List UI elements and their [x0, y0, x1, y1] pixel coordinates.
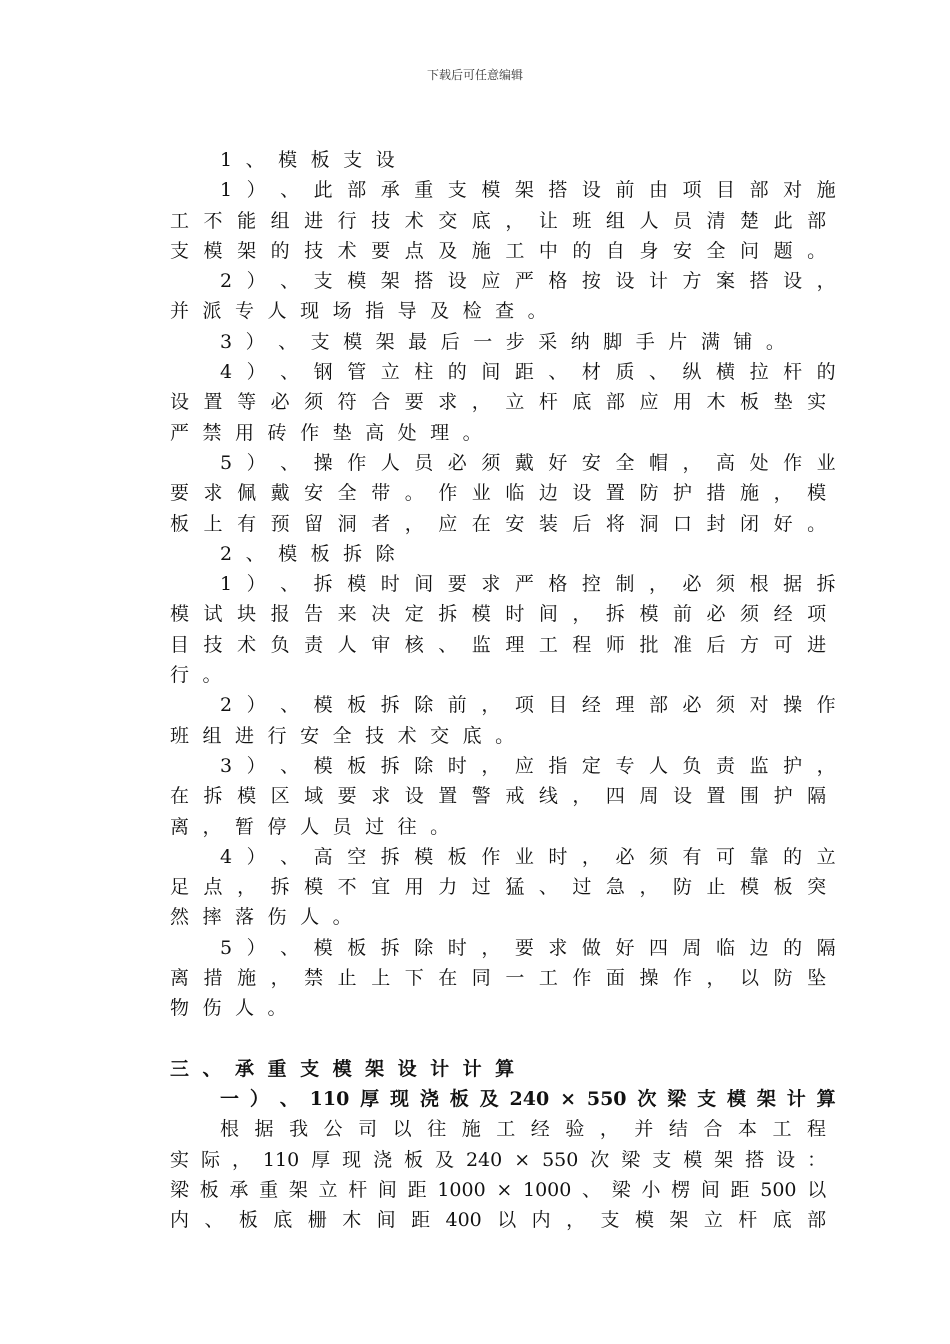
text-line	[170, 387, 826, 417]
line-text: 5 ） 、 操 作 人 员 必 须 戴 好 安 全 帽 ， 高 处 作 业	[220, 451, 836, 474]
line-text: 根 据 我 公 司 以 往 施 工 经 验 ， 并 结 合 本 工 程	[220, 1118, 827, 1141]
text-line	[170, 357, 836, 387]
text-line	[170, 872, 826, 902]
line-text: 足 点 ， 拆 模 不 宜 用 力 过 猛 、 过 急 ， 防 止 模 板 突	[170, 876, 827, 899]
line-text: 班 组 进 行 安 全 技 术 交 底 。	[170, 724, 515, 747]
text-line	[170, 266, 836, 296]
line-text: 在 拆 模 区 域 要 求 设 置 警 戒 线 ， 四 周 设 置 围 护 隔	[170, 785, 827, 808]
text-line	[170, 660, 826, 690]
text-line	[170, 993, 826, 1023]
line-text: 3 ） 、 支 模 架 最 后 一 步 采 纳 脚 手 片 满 铺 。	[220, 330, 785, 353]
text-line	[170, 327, 826, 357]
text-line	[170, 781, 826, 811]
text-line	[170, 175, 836, 205]
line-text: 行 。	[170, 664, 222, 687]
line-text: 5 ） 、 模 板 拆 除 时 ， 要 求 做 好 四 周 临 边 的 隔	[220, 936, 836, 959]
text-line	[170, 296, 826, 326]
text-line	[170, 1175, 826, 1205]
line-text: 严 禁 用 砖 作 垫 高 处 理 。	[170, 421, 482, 444]
text-line	[170, 448, 836, 478]
text-line	[170, 1145, 826, 1175]
text-line	[170, 599, 826, 629]
text-line	[170, 902, 826, 932]
text-line	[170, 933, 836, 963]
line-text: 模 试 块 报 告 来 决 定 拆 模 时 间 ， 拆 模 前 必 须 经 项	[170, 603, 827, 626]
page-header: 下载后可任意编辑	[426, 68, 523, 82]
line-text: 设 置 等 必 须 符 合 要 求 ， 立 杆 底 部 应 用 木 板 垫 实	[170, 391, 827, 414]
line-text: 内 、 板 底 栅 木 间 距 400 以 内 ， 支 模 架 立 杆 底 部	[170, 1209, 827, 1232]
line-text: 4 ） 、 高 空 拆 模 板 作 业 时 ， 必 须 有 可 靠 的 立	[220, 845, 836, 868]
text-line	[170, 721, 826, 751]
text-line	[170, 1205, 826, 1235]
text-line	[170, 630, 826, 660]
line-text: 4 ） 、 钢 管 立 柱 的 间 距 、 材 质 、 纵 横 拉 杆 的	[220, 361, 836, 384]
line-text: 2 、 模 板 拆 除	[220, 542, 395, 565]
text-line	[170, 236, 826, 266]
line-text: 离 措 施 ， 禁 止 上 下 在 同 一 工 作 面 操 作 ， 以 防 坠	[170, 967, 827, 990]
line-text: 3 ） 、 模 板 拆 除 时 ， 应 指 定 专 人 负 责 监 护 ，	[220, 754, 836, 777]
line-text: 1 ） 、 此 部 承 重 支 模 架 搭 设 前 由 项 目 部 对 施	[220, 179, 836, 202]
text-line	[170, 963, 826, 993]
line-text: 要 求 佩 戴 安 全 带 。 作 业 临 边 设 置 防 护 措 施 ， 模	[170, 482, 827, 505]
text-line	[170, 539, 826, 569]
line-text: 三 、 承 重 支 模 架 设 计 计 算	[170, 1057, 515, 1080]
line-text: 板 上 有 预 留 洞 者 ， 应 在 安 装 后 将 洞 口 封 闭 好 。	[170, 512, 827, 535]
text-line	[170, 812, 826, 842]
text-line	[170, 509, 826, 539]
text-line	[170, 145, 826, 175]
text-line	[170, 478, 826, 508]
line-text: 一 ） 、 110 厚 现 浇 板 及 240 × 550 次 梁 支 模 架 计 算	[220, 1087, 836, 1110]
text-line	[170, 842, 836, 872]
document-body	[170, 145, 836, 1235]
line-text: 1 、 模 板 支 设	[220, 149, 395, 171]
text-line	[170, 1114, 826, 1144]
line-text: 离 ， 暂 停 人 员 过 往 。	[170, 815, 450, 838]
text-line	[170, 206, 826, 236]
line-text: 2 ） 、 模 板 拆 除 前 ， 项 目 经 理 部 必 须 对 操 作	[220, 694, 836, 717]
line-text: 1 ） 、 拆 模 时 间 要 求 严 格 控 制 ， 必 须 根 据 拆	[220, 573, 836, 596]
line-text: 梁 板 承 重 架 立 杆 间 距 1000 × 1000 、 梁 小 楞 间 距 500 以	[170, 1178, 827, 1201]
text-line	[170, 751, 836, 781]
line-text: 并 派 专 人 现 场 指 导 及 检 查 。	[170, 300, 547, 323]
line-text: 目 技 术 负 责 人 审 核 、 监 理 工 程 师 批 准 后 方 可 进	[170, 633, 827, 656]
section-heading	[170, 1084, 836, 1114]
line-text: 实 际 ， 110 厚 现 浇 板 及 240 × 550 次 梁 支 模 架 搭 设 ：	[170, 1148, 827, 1171]
line-text: 2 ） 、 支 模 架 搭 设 应 严 格 按 设 计 方 案 搭 设 ，	[220, 270, 836, 293]
text-line	[170, 569, 836, 599]
line-text: 然 摔 落 伤 人 。	[170, 906, 352, 929]
line-text: 支 模 架 的 技 术 要 点 及 施 工 中 的 自 身 安 全 问 题 。	[170, 239, 827, 262]
section-heading	[170, 1054, 826, 1084]
text-line	[170, 418, 826, 448]
text-line	[170, 690, 836, 720]
line-text: 工 不 能 组 进 行 技 术 交 底 ， 让 班 组 人 员 清 楚 此 部	[170, 209, 827, 232]
line-text: 物 伤 人 。	[170, 997, 287, 1020]
